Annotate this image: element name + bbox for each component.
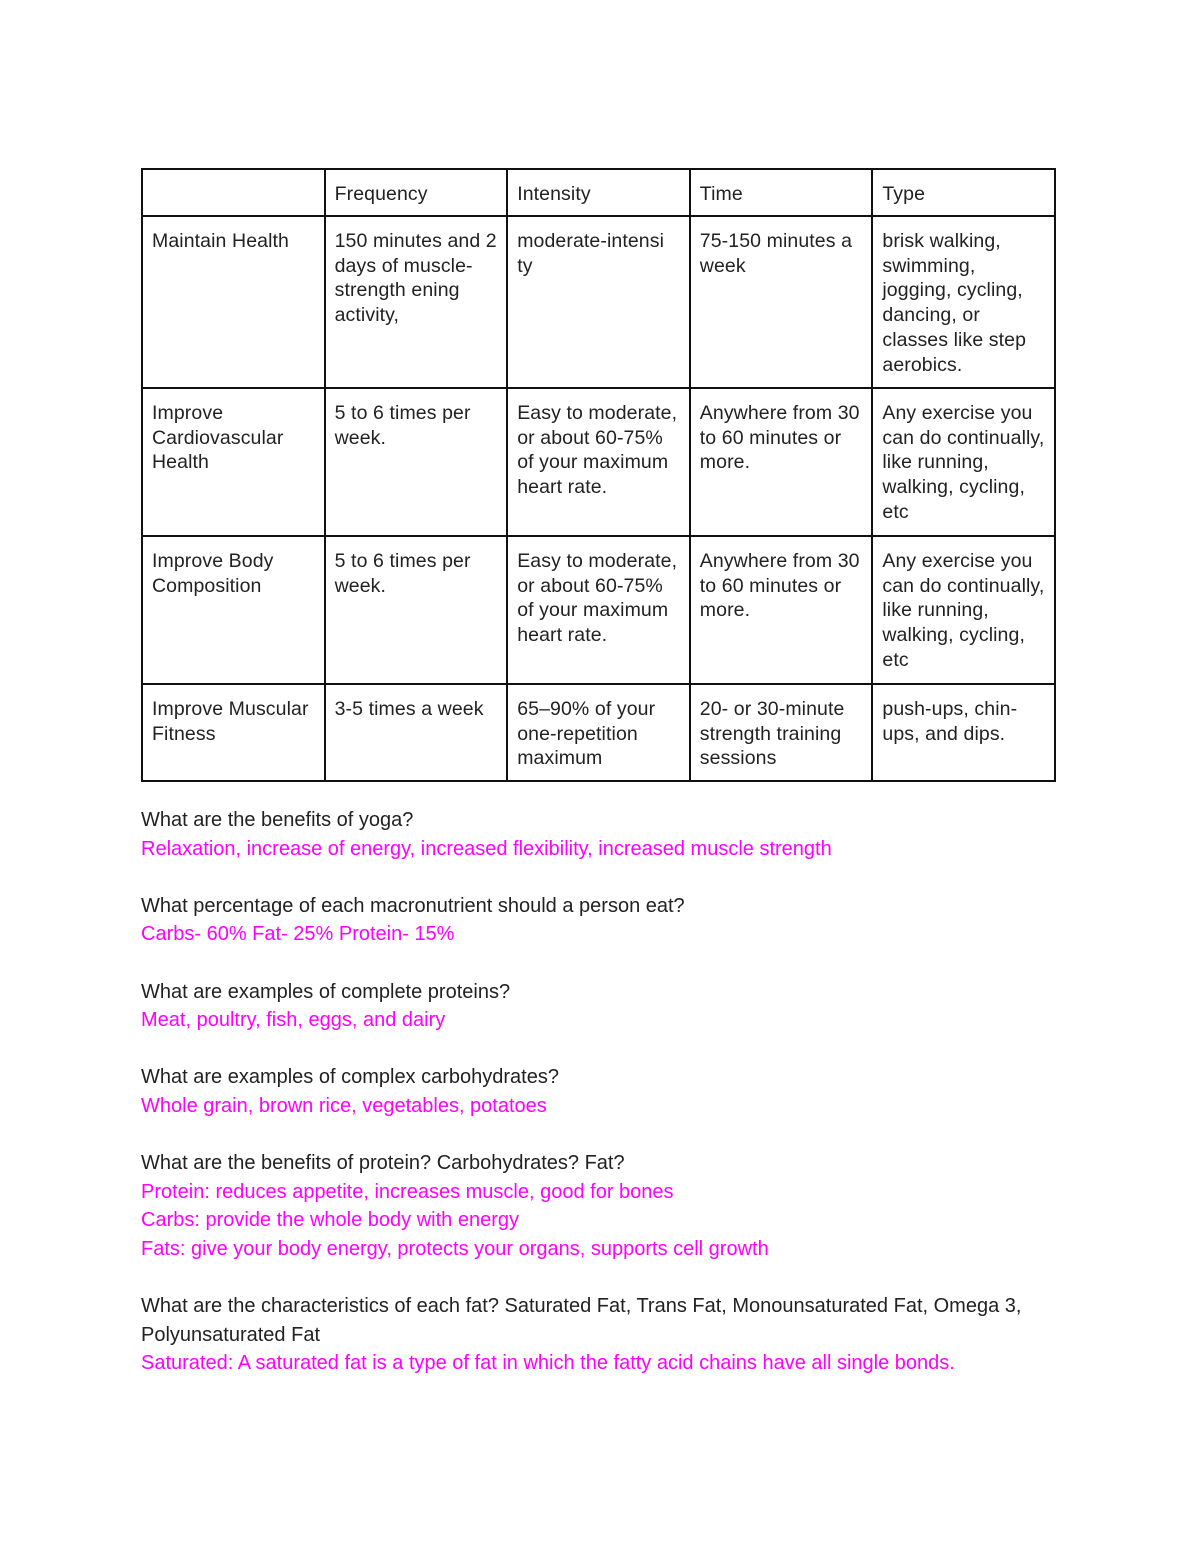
- qa-block-complex-carbs: [141, 1063, 1101, 1120]
- qa-block-yoga: [141, 806, 1101, 863]
- qa-block-fat-characteristics: [141, 1292, 1101, 1378]
- header-cell-time: Time: [690, 169, 873, 216]
- type-cell: Any exercise you can do continually, like running, walking, cycling, etc: [872, 388, 1055, 536]
- intensity-cell: Easy to moderate, or about 60-75% of your maximum heart rate.: [507, 388, 690, 536]
- intensity-cell: Easy to moderate, or about 60-75% of your maximum heart rate.: [507, 536, 690, 684]
- answer-text: Carbs- 60% Fat- 25% Protein- 15%: [141, 923, 455, 946]
- question-text: What are the benefits of yoga?: [141, 809, 414, 831]
- question-text: What are examples of complex carbohydrates?: [141, 1066, 559, 1089]
- table-header-row: [142, 169, 1055, 216]
- intensity-cell: moderate-intensi ty: [507, 216, 690, 388]
- question-text: What percentage of each macronutrient should a person eat?: [141, 894, 685, 917]
- row-label-cell: Improve Cardiovascular Health: [142, 388, 325, 536]
- question-text: What are examples of complete proteins?: [141, 980, 511, 1003]
- header-cell-empty: [142, 169, 325, 216]
- table-row: [142, 388, 1055, 536]
- time-cell: 20- or 30-minute strength training sessions: [690, 684, 873, 781]
- time-cell: 75-150 minutes a week: [690, 216, 873, 388]
- time-cell: Anywhere from 30 to 60 minutes or more.: [690, 388, 873, 536]
- frequency-cell: 5 to 6 times per week.: [325, 536, 508, 684]
- intensity-cell: 65–90% of your one-repetition maximum: [507, 684, 690, 781]
- question-text: What are the benefits of protein? Carbohydrates? Fat?: [141, 1152, 625, 1175]
- row-label-cell: Improve Body Composition: [142, 536, 325, 684]
- fitt-table: [141, 168, 1056, 782]
- row-label-cell: Maintain Health: [142, 216, 325, 388]
- qa-block-macronutrient-benefits: [141, 1149, 1101, 1263]
- question-text: What are the characteristics of each fat? Saturated Fat, Trans Fat, Monounsaturated Fat, Omega 3, Polyunsaturated Fat: [141, 1295, 1022, 1346]
- frequency-cell: 5 to 6 times per week.: [325, 388, 508, 536]
- table-row: [142, 684, 1055, 781]
- qa-block-macronutrients: [141, 892, 1101, 949]
- row-label-cell: Improve Muscular Fitness: [142, 684, 325, 781]
- answer-text: Whole grain, brown rice, vegetables, potatoes: [141, 1094, 547, 1117]
- header-cell-type: Type: [872, 169, 1055, 216]
- answer-text: Meat, poultry, fish, eggs, and dairy: [141, 1009, 446, 1032]
- type-cell: Any exercise you can do continually, like running, walking, cycling, etc: [872, 536, 1055, 684]
- frequency-cell: 3-5 times a week: [325, 684, 508, 781]
- time-cell: Anywhere from 30 to 60 minutes or more.: [690, 536, 873, 684]
- question-answer-section: [141, 806, 1101, 1406]
- type-cell: brisk walking, swimming, jogging, cycling, dancing, or classes like step aerobics.: [872, 216, 1055, 388]
- answer-text: Relaxation, increase of energy, increased flexibility, increased muscle strength: [141, 837, 832, 860]
- table-row: [142, 216, 1055, 388]
- answer-text: Carbs: provide the whole body with energy: [141, 1209, 519, 1232]
- header-cell-frequency: Frequency: [325, 169, 508, 216]
- answer-text: Saturated: A saturated fat is a type of fat in which the fatty acid chains have all single bonds.: [141, 1352, 955, 1375]
- table-row: [142, 536, 1055, 684]
- answer-text: Protein: reduces appetite, increases muscle, good for bones: [141, 1180, 674, 1203]
- header-cell-intensity: Intensity: [507, 169, 690, 216]
- qa-block-complete-proteins: [141, 978, 1101, 1035]
- answer-text: Fats: give your body energy, protects your organs, supports cell growth: [141, 1237, 769, 1260]
- type-cell: push-ups, chin-ups, and dips.: [872, 684, 1055, 781]
- frequency-cell: 150 minutes and 2 days of muscle-strength ening activity,: [325, 216, 508, 388]
